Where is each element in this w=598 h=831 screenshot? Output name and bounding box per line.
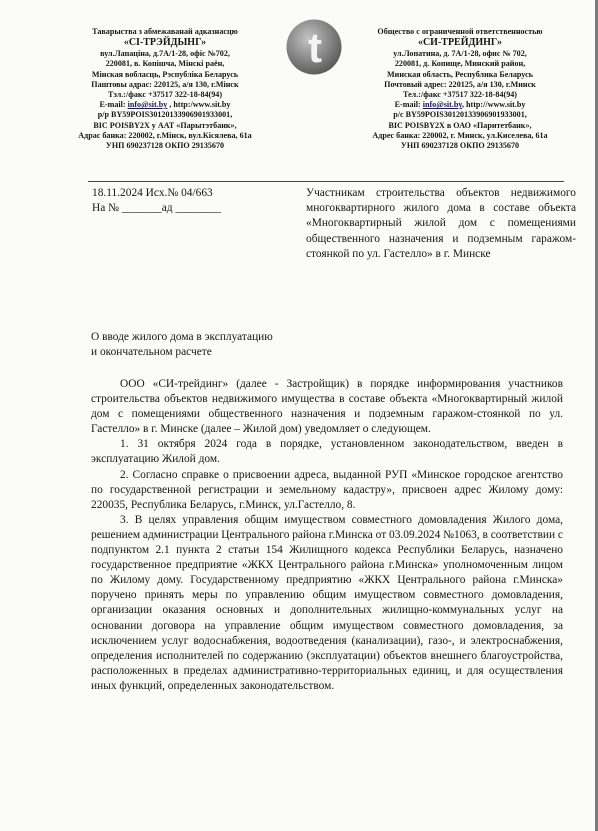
address-line-be: вул.Лапаціна, д.7А/1-28, офіс №702, [100,49,230,59]
paragraph-item-2: 2. Согласно справке о присвоении адреса, выданной РУП «Минское городское агентство по государственной регистрации и земельному кадастру», присвоен адрес Жилому дому: 220035, Республика Беларусь, г.Минск, ул.Гастелло, 8. [91,468,563,511]
phone-fax-be: Тэл.:/факс +37517 322-18-84(94) [107,90,223,100]
email-link-be[interactable]: info@sit.by [127,100,168,110]
intro-paragraph: ООО «СИ-трейдинг» (далее - Застройщик) в порядке информирования участников строительства объектов недвижимого имущества в составе объекта «Многоквартирный жилой дом с помещениями общественного назначения и подземным гаражом-стоянкой по ул. Гастелло» в г. Минске (далее – Жилой дом) уведомляет о следующем. [91,378,563,436]
tax-ids-ru: УНП 690237128 ОКПО 29135670 [400,141,520,151]
paragraph-item-1: 1. 31 октября 2024 года в порядке, установленном законодательством, введен в эксплуатацию Жилой дом. [91,438,563,466]
address-line-ru: ул.Лопатина, д. 7А/1-28, офис № 702, [393,49,527,59]
paragraph-item-3: 3. В целях управления общим имуществом совместного домовладения Жилого дома, решением администрации Центрального района г.Минска от 03.09.2024 №1063, в соответствии с подпунктом 2.1 пункта 2 статьи 154 Жилищного кодекса Республики Беларусь, назначено государственное предприятие «ЖКХ Центрального района г.Минска» уполномоченным лицом по Жилому дому. Государственному предприятию «ЖКХ Центрального района г.Минска» поручено принять меры по управлению общим имуществом совместного домовладения, организации оказания основных и дополнительных жилищно-коммунальных услуг на основании договора на управление общим имуществом совместного домовладения, за исключением услуг водоснабжения, водоотведения (канализации), газо-, и электроснабжения, определения исполнителей по содержанию (эксплуатации) объектов внешнего благоустройства, расположенных в пределах административно-территориальных единиц, и для осуществления иных функций, определенных законодательством. [91,513,563,692]
logo-letter: t [308,24,322,71]
header-divider [88,181,564,182]
company-form-be: Таварыства з абмежаванай адказнасцю [92,27,238,36]
letterhead-russian [340,27,580,151]
website-ru: , http://www.sit.by [461,100,526,110]
bank-bic-ru: BIC POISBY2X в ОАО «Паритетбанк», [388,120,532,130]
website-be: , http:/www.sit.by [167,100,231,110]
address-line-be: Мінская вобласць, Рэспубліка Беларусь [91,69,239,79]
address-line-be: 220081, в. Копішча, Мінскі раён, [105,59,225,69]
postal-address-be: Паштовы адрас: 220125, а/я 130, г.Мінск [91,79,239,89]
company-name-be: «СІ-ТРЭЙДЫНГ» [123,37,207,49]
contacts-be: E-mail: info@sit.by , http:/www.sit.by [99,100,231,110]
subject-line: О вводе жилого дома в эксплуатацию и окончательном расчете [91,331,273,359]
registration-block [92,186,221,215]
contacts-ru: E-mail: info@sit.by, http://www.sit.by [394,100,526,110]
bank-account-ru: р/с BY59POIS30120133906901933001, [393,110,527,120]
outgoing-number: 18.11.2024 Исх.№ 04/663 [92,187,213,199]
letterhead-belarusian [56,27,274,151]
postal-address-ru: Почтовый адрес: 220125, а/я 130, г.Минск [384,79,536,89]
phone-fax-ru: Тел.:/факс +37517 322-18-84(94) [403,90,517,100]
addressee: Участникам строительства объектов недвижимого многоквартирного жилого дома в составе объекта «Многоквартирный жилой дом с помещениями общественного назначения и подземным гаражом-стоянкой по ул. Гастелло» в г. Минске [306,187,576,260]
address-line-ru: 220081, д. Копище, Минский район, [394,59,526,69]
bank-account-be: р/р BY59POIS30120133906901933001, [97,110,233,120]
address-line-ru: Минская область, Республика Беларусь [387,69,533,79]
bank-bic-be: BIC POISBY2X у ААТ «Парытэтбанк», [93,120,237,130]
bank-address-be: Адрас банка: 220002, г.Мінск, вул.Кісялева, 61а [78,130,252,140]
company-form-ru: Общество с ограниченной ответственностью [377,27,543,36]
bank-address-ru: Адрес банка: 220002, г. Минск, ул.Киселева, 61а [372,130,548,140]
email-link-ru[interactable]: info@sit.by [422,100,462,110]
letter-body [91,377,563,694]
tax-ids-be: УНП 690237128 ОКПО 29135670 [105,141,225,151]
company-name-ru: «СИ-ТРЕЙДИНГ» [417,37,503,49]
company-logo [285,18,343,76]
reference-number: На № _______ад ________ [92,201,221,214]
